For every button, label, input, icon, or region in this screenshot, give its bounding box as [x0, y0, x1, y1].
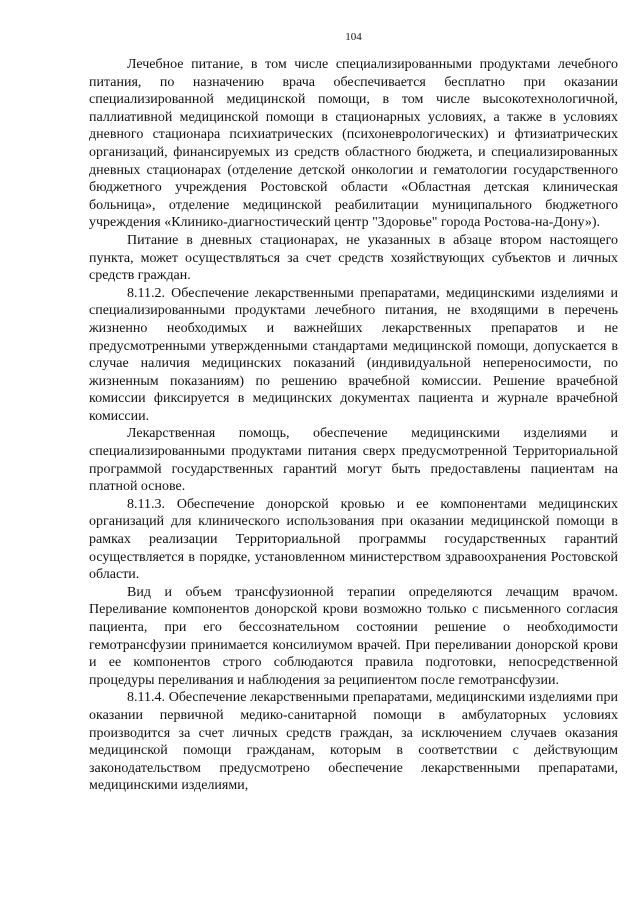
paragraph-8-11-3: 8.11.3. Обеспечение донорской кровью и ее компонентами медицинских организаций для клинического использования при оказании медицинской помощи в рамках реализации Территориальной программы государственных гарантий осуществляется в порядке, установленном министерством здравоохранения Ростовской области. [89, 496, 618, 583]
paragraph-8-11-4: 8.11.4. Обеспечение лекарственными препаратами, медицинскими изделиями при оказании первичной медико-санитарной помощи в амбулаторных условиях производится за счет личных средств граждан, за исключением случаев оказания медицинской помощи гражданам, которым в соответствии с действующим законодательством предусмотрено обеспечение лекарственными препаратами, медицинскими изделиями, [89, 690, 618, 794]
paragraph-clinical-nutrition: Лечебное питание, в том числе специализированными продуктами лечебного питания, по назначению врача обеспечивается бесплатно при оказании специализированной медицинской помощи, в том числе высокотехнологичной, паллиативной медицинской помощи в стационарных условиях, а также в условиях дневного стационара психиатрических (психоневрологических) и фтизиатрических организаций, финансируемых из средств областного бюджета, и специализированных дневных стационарах (отделение детской онкологии и гематологии государственного бюджетного учреждения Ростовской области «Областная детская клиническая больница», отделение медицинской реабилитации муниципального бюджетного учреждения «Клинико-диагностический центр "Здоровье" города Ростова-на-Дону»). [89, 57, 618, 231]
paragraph-day-hospital-nutrition: Питание в дневных стационарах, не указанных в абзаце втором настоящего пункта, может осуществляться за счет средств хозяйствующих субъектов и личных средств граждан. [89, 232, 618, 284]
paragraph-8-11-2: 8.11.2. Обеспечение лекарственными препаратами, медицинскими изделиями и специализированными продуктами лечебного питания, не входящими в перечень жизненно необходимых и важнейших лекарственных препаратов и не предусмотренными утвержденными стандартами медицинской помощи, допускается в случае наличия медицинских показаний (индивидуальной непереносимости, по жизненным показаниям) по решению врачебной комиссии. Решение врачебной комиссии фиксируется в медицинских документах пациента и журнале врачебной комиссии. [89, 285, 618, 424]
document-body [89, 56, 618, 795]
page-number: 104 [345, 31, 362, 43]
paragraph-paid-drug-assistance: Лекарственная помощь, обеспечение медицинскими изделиями и специализированными продуктами питания сверх предусмотренной Территориальной программой государственных гарантий могут быть предоставлены пациентам на платной основе. [89, 426, 618, 495]
paragraph-transfusion-therapy: Вид и объем трансфузионной терапии определяются лечащим врачом. Переливание компонентов донорской крови возможно только с письменного согласия пациента, при его бессознательном состоянии решение о необходимости гемотрансфузии принимается консилиумом врачей. При переливании донорской крови и ее компонентов строго соблюдаются правила подготовки, непосредственной процедуры переливания и наблюдения за реципиентом после гемотрансфузии. [89, 584, 618, 688]
